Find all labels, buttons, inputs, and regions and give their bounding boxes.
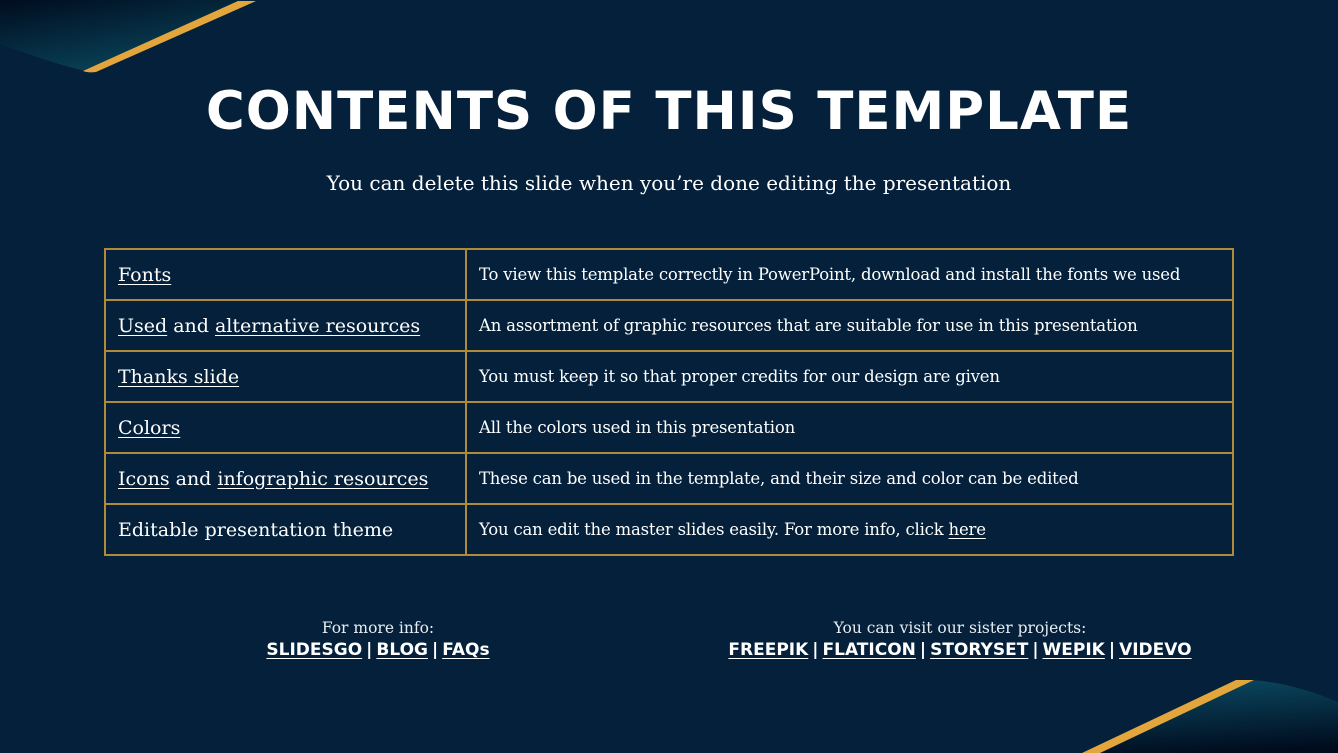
storyset-link[interactable]: STORYSET [930,640,1029,660]
cell-text: All the colors used in this presentation [479,418,796,437]
content-link[interactable]: Thanks slide [118,365,240,388]
separator: | [812,640,819,660]
table-cell-topic [105,402,466,453]
table-row [105,351,1233,402]
content-link[interactable]: Colors [118,416,181,439]
content-link[interactable]: Used [118,314,168,337]
content-link[interactable]: here [948,520,986,539]
footer-more-info [178,617,578,661]
table-cell-description [466,300,1233,351]
table-cell-description [466,453,1233,504]
footer-sister-projects-label: You can visit our sister projects: [833,619,1087,637]
faqs-link[interactable]: FAQs [442,640,490,660]
table-cell-topic [105,300,466,351]
top-left-gold-stripe-decoration [0,0,300,90]
content-link[interactable]: alternative resources [214,314,421,337]
table-cell-description [466,249,1233,300]
cell-text: Editable presentation theme [118,518,394,541]
subtitle: You can delete this slide when you’re done editing the presentation [326,171,1012,195]
table-row [105,300,1233,351]
wepik-link[interactable]: WEPIK [1042,640,1105,660]
cell-text: You must keep it so that proper credits for our design are given [479,367,1000,386]
separator: | [366,640,373,660]
separator: | [1108,640,1116,660]
bottom-right-gold-stripe-decoration [1050,660,1338,753]
footer-more-info-label: For more info: [321,619,435,637]
content-link[interactable]: Fonts [118,263,172,286]
footer-sister-projects-links [660,639,1260,661]
footer-more-info-links [178,639,578,661]
table-row [105,453,1233,504]
table-cell-topic [105,351,466,402]
table-row [105,249,1233,300]
separator: | [1032,640,1039,660]
table-cell-topic [105,504,466,555]
cell-text: To view this template correctly in PowerPoint, download and install the fonts we used [479,265,1181,284]
cell-text: and [167,314,215,337]
table-cell-topic [105,453,466,504]
table-row [105,504,1233,555]
contents-table [104,248,1234,556]
table-cell-topic [105,249,466,300]
table-cell-description [466,402,1233,453]
content-link[interactable]: infographic resources [217,467,429,490]
page-title: CONTENTS OF THIS TEMPLATE [205,81,1133,142]
footer-sister-projects [660,617,1260,661]
blog-link[interactable]: BLOG [376,640,428,660]
table-cell-description [466,504,1233,555]
table-row [105,402,1233,453]
cell-text: These can be used in the template, and their size and color can be edited [479,469,1079,488]
cell-text: You can edit the master slides easily. For more info, click [479,520,949,539]
separator: | [431,640,439,660]
freepik-link[interactable]: FREEPIK [728,640,809,660]
cell-text: An assortment of graphic resources that are suitable for use in this presentation [479,316,1138,335]
table-cell-description [466,351,1233,402]
videvo-link[interactable]: VIDEVO [1119,640,1192,660]
cell-text: and [169,467,218,490]
slidesgo-link[interactable]: SLIDESGO [266,640,363,660]
content-link[interactable]: Icons [118,467,170,490]
separator: | [919,640,927,660]
flaticon-link[interactable]: FLATICON [822,640,916,660]
